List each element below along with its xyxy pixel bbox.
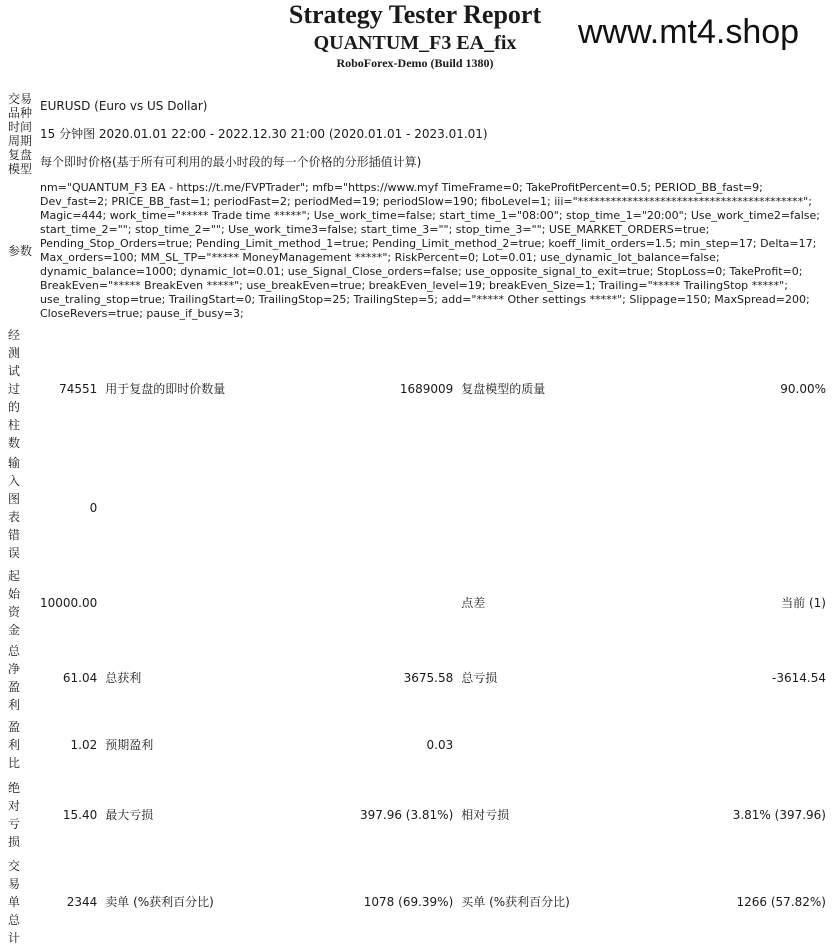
broker-build: RoboForex-Demo (Build 1380) [336, 56, 494, 70]
gross-profit-label: 总获利 [105, 671, 142, 685]
expected-payoff-label: 预期盈利 [105, 738, 154, 752]
symbol-label: 交易品种 [8, 92, 33, 120]
relative-drawdown-value: 3.81% (397.96) [732, 808, 826, 822]
pf-empty-value3 [635, 714, 830, 776]
total-trades-label: 交易单总计 [8, 859, 21, 945]
spread-value: 当前 (1) [781, 596, 826, 610]
absolute-drawdown-value: 15.40 [62, 808, 98, 822]
bars-value: 74551 [59, 382, 98, 396]
errors-label: 输入图表错误 [8, 456, 21, 560]
report-title: Strategy Tester Report [288, 0, 542, 29]
errors-empty-value [289, 452, 457, 564]
row-trades [4, 854, 830, 950]
profit-factor-value: 1.02 [70, 738, 98, 752]
long-positions-value: 1266 (57.82%) [736, 895, 826, 909]
profit-factor-label: 盈利比 [8, 720, 21, 770]
gross-loss-value: -3614.54 [772, 671, 826, 685]
errors-empty-value3 [635, 452, 830, 564]
deposit-empty-label [101, 564, 289, 642]
row-net-profit [4, 642, 830, 714]
maximal-drawdown-label: 最大亏损 [105, 808, 154, 822]
relative-drawdown-label: 相对亏损 [461, 808, 510, 822]
deposit-value: 10000.00 [40, 596, 98, 610]
expected-payoff-value: 0.03 [426, 738, 454, 752]
spread-label: 点差 [461, 596, 486, 610]
total-trades-value: 2344 [66, 895, 98, 909]
row-profit-factor [4, 714, 830, 776]
row-errors [4, 452, 830, 564]
params-label: 参数 [8, 244, 33, 258]
model-label: 复盘模型 [8, 148, 33, 176]
errors-value: 0 [89, 501, 98, 515]
period-value: 15 分钟图 2020.01.01 22:00 - 2022.12.30 21:00 (2020.01.01 - 2023.01.01) [40, 127, 488, 141]
deposit-label: 起始资金 [8, 569, 21, 637]
short-positions-label: 卖单 (%获利百分比) [105, 895, 214, 909]
long-positions-label: 买单 (%获利百分比) [461, 895, 570, 909]
row-bars [4, 326, 830, 452]
row-params [4, 176, 830, 326]
row-period [4, 120, 830, 148]
report-table [4, 92, 830, 950]
errors-empty-label3 [457, 452, 635, 564]
row-model [4, 148, 830, 176]
ea-name: QUANTUM_F3 EA_fix [313, 32, 517, 54]
absolute-drawdown-label: 绝对亏损 [8, 781, 21, 849]
errors-empty-label [101, 452, 289, 564]
watermark: www.mt4.shop [578, 13, 800, 51]
model-value: 每个即时价格(基于所有可利用的最小时段的每一个价格的分形插值计算) [40, 155, 422, 169]
gross-loss-label: 总亏损 [461, 671, 498, 685]
gross-profit-value: 3675.58 [403, 671, 454, 685]
period-label: 时间周期 [8, 120, 33, 148]
pf-empty-label3 [457, 714, 635, 776]
row-drawdown [4, 776, 830, 854]
ticks-value: 1689009 [399, 382, 454, 396]
deposit-empty-value [289, 564, 457, 642]
quality-label: 复盘模型的质量 [461, 382, 546, 396]
report-header [0, 0, 834, 80]
quality-value: 90.00% [780, 382, 826, 396]
short-positions-value: 1078 (69.39%) [363, 895, 454, 909]
symbol-value: EURUSD (Euro vs US Dollar) [40, 99, 208, 113]
row-symbol [4, 92, 830, 120]
net-profit-label: 总净盈利 [8, 644, 21, 712]
net-profit-value: 61.04 [62, 671, 98, 685]
params-value: nm="QUANTUM_F3 EA - https://t.me/FVPTrader"; mfb="https://www.myf TimeFrame=0; TakeProfitPercent=0.5; PERIOD_BB_fast=9; Dev_fast=2; PRICE_BB_fast=1; periodFast=2; periodMed=19; periodSlow=190; fiboLevel=1; iii="*****************************************"; Magic=444; work_time="***** Trade time *****"; Use_work_time=false; start_time_1="08:00"; stop_time_1="20:00"; Use_work_time2=false; start_time_2=""; stop_time_2=""; Use_work_time3=false; start_time_3=""; stop_time_3=""; USE_MARKET_ORDERS=true; Pending_Stop_Orders=true; Pending_Limit_method_1=true; Pending_Limit_method_2=true; koeff_limit_orders=1.5; min_step=17; Delta=17; Max_orders=100; MM_SL_TP="***** MoneyManagement *****"; RiskPercent=0; Lot=0.01; use_dynamic_lot_balance=false; dynamic_balance=1000; dynamic_lot=0.01; use_Signal_Close_orders=false; use_opposite_signal_to_exit=true; StopLoss=0; TakeProfit=0; BreakEven="***** BreakEven *****"; use_breakEven=true; breakEven_level=19; breakEven_Size=1; Trailing="***** TrailingStop *****"; use_traling_stop=true; TrailingStart=0; TrailingStop=25; TrailingStep=5; add="***** Other settings *****"; Slippage=150; MaxSpread=200; CloseRevers=true; pause_if_busy=3; [40, 181, 820, 320]
row-deposit [4, 564, 830, 642]
ticks-label: 用于复盘的即时价数量 [105, 382, 226, 396]
bars-label: 经测试过的柱数 [8, 328, 21, 450]
maximal-drawdown-value: 397.96 (3.81%) [359, 808, 454, 822]
